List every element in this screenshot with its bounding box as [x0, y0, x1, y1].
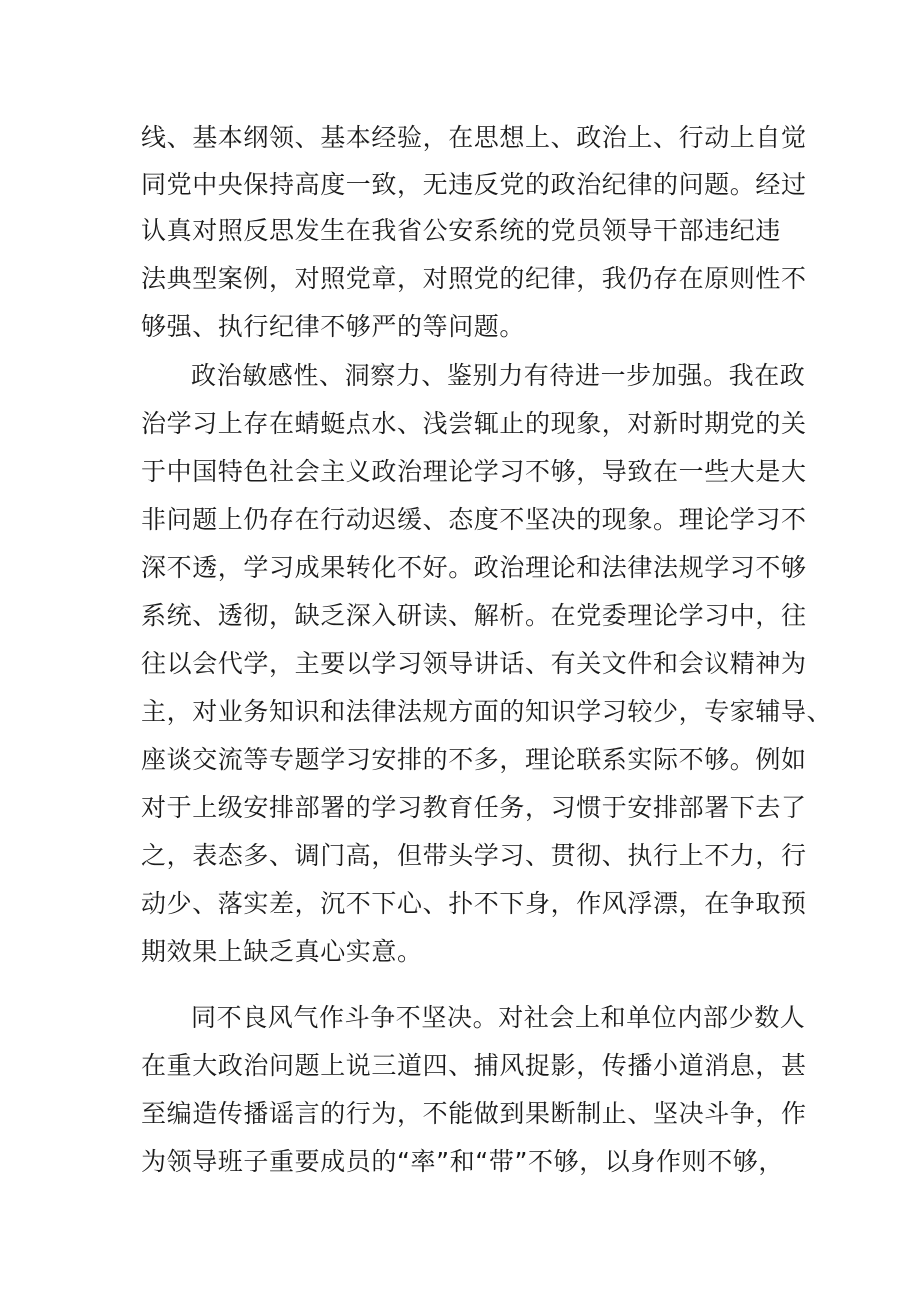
- text-line: 为领导班子重要成员的“率”和“带”不够，以身作则不够，: [141, 1147, 785, 1176]
- text-line: 在重大政治问题上说三道四、捕风捉影，传播小道消息，甚: [141, 1051, 807, 1080]
- text-line: 法典型案例，对照党章，对照党的纪律，我仍存在原则性不: [141, 264, 807, 293]
- text-line: 非问题上仍存在行动迟缓、态度不坚决的现象。理论学习不: [141, 505, 807, 534]
- text-line: 于中国特色社会主义政治理论学习不够，导致在一些大是大: [141, 457, 807, 486]
- text-line: 治学习上存在蜻蜓点水、浅尝辄止的现象，对新时期党的关: [141, 409, 807, 438]
- text-line: 认真对照反思发生在我省公安系统的党员领导干部违纪违: [141, 216, 782, 245]
- paragraph-first-line: 同不良风气作斗争不坚决。对社会上和单位内部少数人: [191, 1003, 806, 1032]
- text-line: 够强、执行纪律不够严的等问题。: [141, 312, 526, 341]
- text-line: 动少、落实差，沉不下心、扑不下身，作风浮漂，在争取预: [141, 889, 807, 918]
- text-line: 往以会代学，主要以学习领导讲话、有关文件和会议精神为: [141, 649, 807, 678]
- text-line: 主，对业务知识和法律法规方面的知识学习较少，专家辅导、: [141, 697, 833, 726]
- text-line: 深不透，学习成果转化不好。政治理论和法律法规学习不够: [141, 553, 807, 582]
- text-line: 同党中央保持高度一致，无违反党的政治纪律的问题。经过: [141, 170, 807, 199]
- paragraph-first-line: 政治敏感性、洞察力、鉴别力有待进一步加强。我在政: [191, 361, 806, 390]
- text-line: 对于上级安排部署的学习教育任务，习惯于安排部署下去了: [141, 793, 807, 822]
- text-line: 系统、透彻，缺乏深入研读、解析。在党委理论学习中，往: [141, 601, 807, 630]
- text-line: 之，表态多、调门高，但带头学习、贯彻、执行上不力，行: [141, 841, 807, 870]
- text-line: 线、基本纲领、基本经验，在思想上、政治上、行动上自觉: [141, 123, 807, 152]
- text-line: 期效果上缺乏真心实意。: [141, 937, 423, 966]
- text-line: 座谈交流等专题学习安排的不多，理论联系实际不够。例如: [141, 745, 807, 774]
- text-line: 至编造传播谣言的行为，不能做到果断制止、坚决斗争，作: [141, 1099, 807, 1128]
